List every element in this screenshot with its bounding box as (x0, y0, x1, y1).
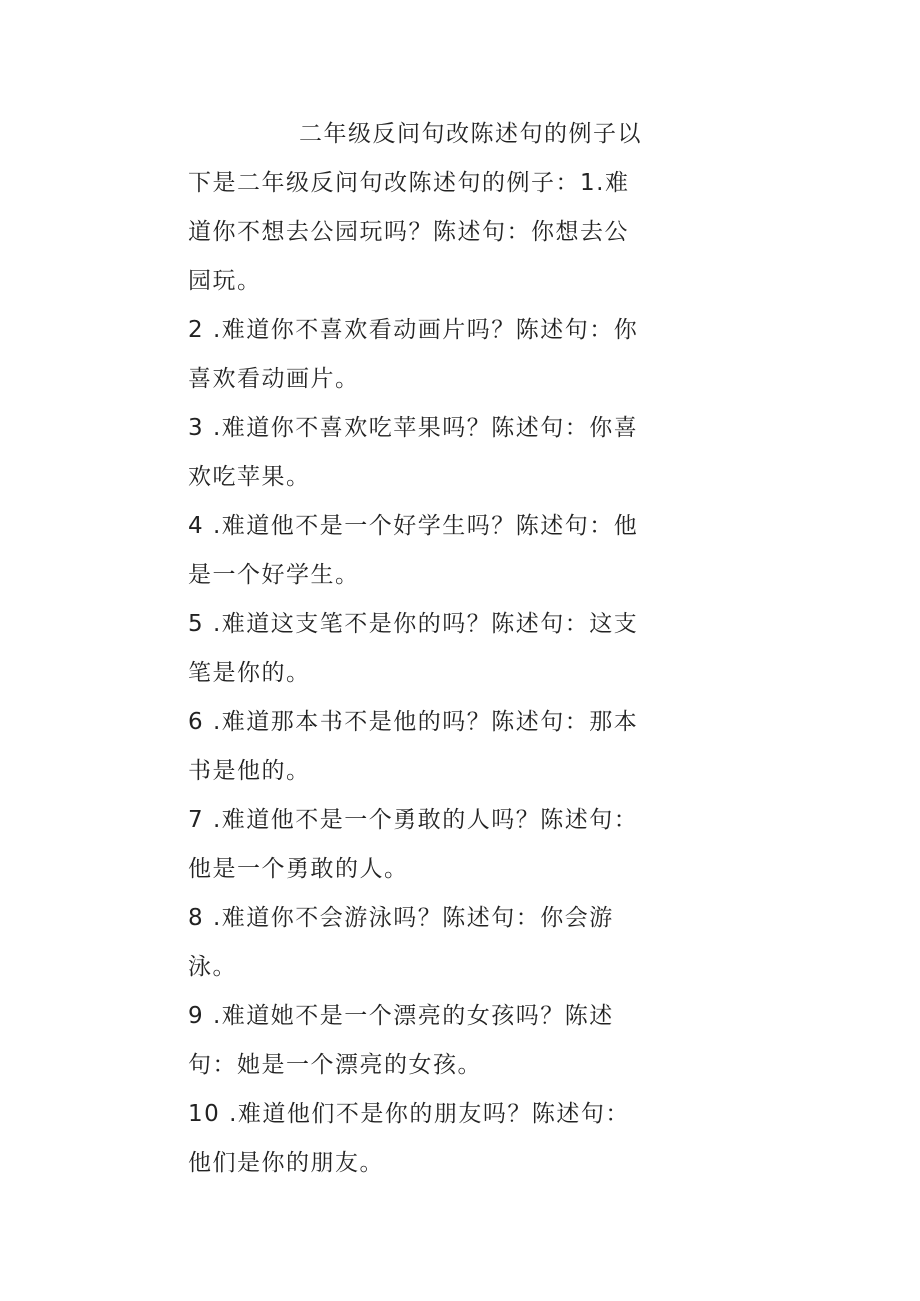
example-item-6: 6 .难道那本书不是他的吗？陈述句：那本 (188, 709, 639, 735)
text-line: 笔是你的。 (188, 660, 311, 686)
text-line: 他们是你的朋友。 (188, 1150, 384, 1176)
document-title: 二年级反问句改陈述句的例子以 (299, 121, 642, 147)
text-line: 喜欢看动画片。 (188, 366, 360, 392)
example-item-4: 4 .难道他不是一个好学生吗？陈述句：他 (188, 513, 639, 539)
text-line: 欢吃苹果。 (188, 464, 311, 490)
text-line: 书是他的。 (188, 758, 311, 784)
text-line: 泳。 (188, 954, 237, 980)
example-item-8: 8 .难道你不会游泳吗？陈述句：你会游 (188, 905, 614, 931)
text-line: 他是一个勇敢的人。 (188, 856, 409, 882)
example-item-10: 10 .难道他们不是你的朋友吗？陈述句： (188, 1101, 630, 1127)
text-line: 句：她是一个漂亮的女孩。 (188, 1052, 482, 1078)
example-item-5: 5 .难道这支笔不是你的吗？陈述句：这支 (188, 611, 639, 637)
document-body (188, 110, 642, 1188)
example-item-7: 7 .难道他不是一个勇敢的人吗？陈述句： (188, 807, 639, 833)
example-item-3: 3 .难道你不喜欢吃苹果吗？陈述句：你喜 (188, 415, 639, 441)
text-line: 园玩。 (188, 268, 262, 294)
example-item-9: 9 .难道她不是一个漂亮的女孩吗？陈述 (188, 1003, 614, 1029)
example-item-2: 2 .难道你不喜欢看动画片吗？陈述句：你 (188, 317, 639, 343)
text-line: 道你不想去公园玩吗？陈述句：你想去公 (188, 219, 629, 245)
text-line: 下是二年级反问句改陈述句的例子：1.难 (188, 170, 630, 196)
text-line: 是一个好学生。 (188, 562, 360, 588)
